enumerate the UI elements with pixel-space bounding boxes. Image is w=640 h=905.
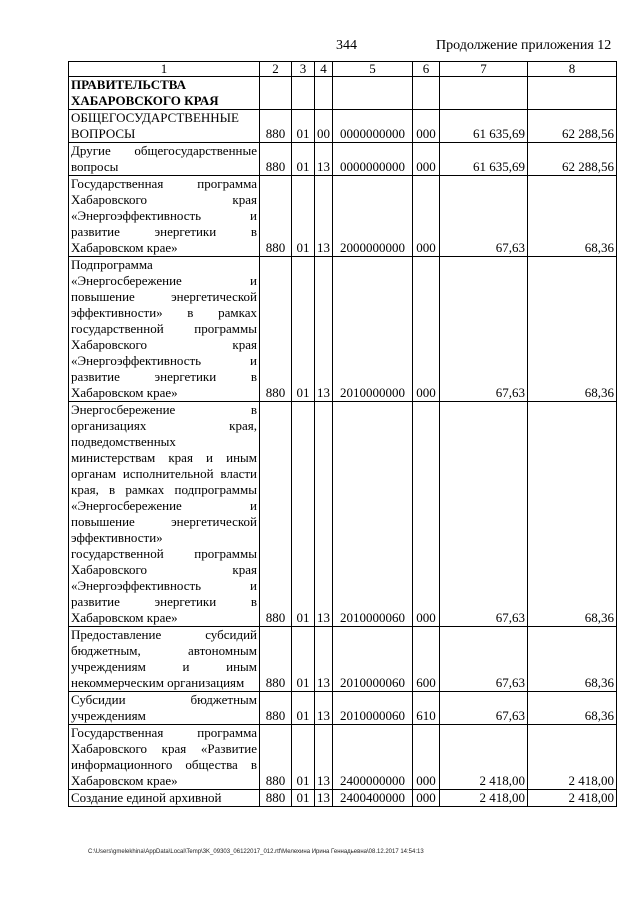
cell-col-7: 2 418,00 — [440, 790, 528, 807]
cell-col-7: 67,63 — [440, 176, 528, 257]
cell-col-3: 01 — [292, 257, 315, 402]
cell-col-6: 000 — [413, 725, 440, 790]
cell-col-7 — [440, 77, 528, 110]
row-name-cell: Другие общегосударственные вопросы — [69, 143, 260, 176]
column-header: 5 — [333, 62, 413, 77]
cell-col-5 — [333, 77, 413, 110]
row-name-cell: Государственная программа Хабаровского края «Развитие информационного общества в Хабаровском крае» — [69, 725, 260, 790]
row-name-cell: Субсидии бюджетным учреждениям — [69, 692, 260, 725]
cell-col-4: 13 — [315, 725, 333, 790]
column-header: 7 — [440, 62, 528, 77]
row-name-cell: ОБЩЕГОСУДАРСТВЕННЫЕ ВОПРОСЫ — [69, 110, 260, 143]
cell-col-6: 000 — [413, 143, 440, 176]
cell-col-2: 880 — [260, 692, 292, 725]
cell-col-7: 2 418,00 — [440, 725, 528, 790]
cell-col-3 — [292, 77, 315, 110]
cell-col-7: 67,63 — [440, 692, 528, 725]
cell-col-6: 000 — [413, 110, 440, 143]
cell-col-8: 68,36 — [528, 257, 617, 402]
cell-col-3: 01 — [292, 176, 315, 257]
cell-col-6: 600 — [413, 627, 440, 692]
column-header: 1 — [69, 62, 260, 77]
cell-col-4 — [315, 77, 333, 110]
row-name-cell: Энергосбережение в организациях края, подведомственных министерствам края и иным органам исполнительной власти края, в рамках подпрограммы «Энергосбережение и повышение энергетической эффективности» государственной программы Хабаровского края «Энергоэффективность и развитие энергетики в Хабаровском крае» — [69, 402, 260, 627]
cell-col-8: 68,36 — [528, 627, 617, 692]
table-row — [69, 176, 617, 257]
cell-col-3: 01 — [292, 110, 315, 143]
cell-col-4: 13 — [315, 176, 333, 257]
cell-col-3: 01 — [292, 790, 315, 807]
cell-col-6: 610 — [413, 692, 440, 725]
cell-col-5: 2010000060 — [333, 692, 413, 725]
table-row — [69, 110, 617, 143]
cell-col-2: 880 — [260, 402, 292, 627]
cell-col-6: 000 — [413, 176, 440, 257]
cell-col-5: 2000000000 — [333, 176, 413, 257]
file-path-footer: C:\Users\gmelekhina\AppData\Local\Temp\3K_09303_06122017_012.rtf\Мелехина Ирина Геннадьевна\08.12.2017 14:54:13 — [88, 849, 424, 855]
column-header: 6 — [413, 62, 440, 77]
cell-col-2: 880 — [260, 627, 292, 692]
cell-col-3: 01 — [292, 402, 315, 627]
table-row — [69, 77, 617, 110]
cell-col-8: 2 418,00 — [528, 725, 617, 790]
row-name-cell: Создание единой архивной — [69, 790, 260, 807]
cell-col-6: 000 — [413, 257, 440, 402]
table-row — [69, 790, 617, 807]
cell-col-5: 2010000000 — [333, 257, 413, 402]
budget-table — [68, 61, 617, 807]
table-row — [69, 257, 617, 402]
cell-col-2: 880 — [260, 143, 292, 176]
cell-col-7: 67,63 — [440, 257, 528, 402]
row-name-cell: Подпрограмма «Энергосбережение и повышение энергетической эффективности» в рамках государственной программы Хабаровского края «Энергоэффективность и развитие энергетики в Хабаровском крае» — [69, 257, 260, 402]
cell-col-8: 62 288,56 — [528, 110, 617, 143]
cell-col-8: 68,36 — [528, 692, 617, 725]
table-row — [69, 725, 617, 790]
table-row — [69, 402, 617, 627]
cell-col-3: 01 — [292, 627, 315, 692]
cell-col-7: 67,63 — [440, 402, 528, 627]
cell-col-3: 01 — [292, 725, 315, 790]
cell-col-6 — [413, 77, 440, 110]
table-row — [69, 627, 617, 692]
table-row — [69, 692, 617, 725]
cell-col-5: 2010000060 — [333, 627, 413, 692]
column-header: 4 — [315, 62, 333, 77]
row-name-cell: ПРАВИТЕЛЬСТВА ХАБАРОВСКОГО КРАЯ — [69, 77, 260, 110]
cell-col-6: 000 — [413, 790, 440, 807]
cell-col-4: 13 — [315, 790, 333, 807]
cell-col-7: 67,63 — [440, 627, 528, 692]
cell-col-2: 880 — [260, 110, 292, 143]
cell-col-2 — [260, 77, 292, 110]
column-header: 2 — [260, 62, 292, 77]
cell-col-5: 0000000000 — [333, 110, 413, 143]
cell-col-5: 2400400000 — [333, 790, 413, 807]
cell-col-2: 880 — [260, 257, 292, 402]
cell-col-2: 880 — [260, 790, 292, 807]
cell-col-4: 00 — [315, 110, 333, 143]
table-row — [69, 143, 617, 176]
cell-col-8: 2 418,00 — [528, 790, 617, 807]
row-name-cell: Государственная программа Хабаровского края «Энергоэффективность и развитие энергетики в Хабаровском крае» — [69, 176, 260, 257]
column-header: 3 — [292, 62, 315, 77]
cell-col-7: 61 635,69 — [440, 110, 528, 143]
cell-col-6: 000 — [413, 402, 440, 627]
cell-col-5: 2400000000 — [333, 725, 413, 790]
cell-col-8 — [528, 77, 617, 110]
cell-col-2: 880 — [260, 176, 292, 257]
cell-col-5: 2010000060 — [333, 402, 413, 627]
cell-col-4: 13 — [315, 627, 333, 692]
cell-col-3: 01 — [292, 692, 315, 725]
cell-col-8: 62 288,56 — [528, 143, 617, 176]
cell-col-2: 880 — [260, 725, 292, 790]
cell-col-4: 13 — [315, 257, 333, 402]
row-name-cell: Предоставление субсидий бюджетным, автономным учреждениям и иным некоммерческим организациям — [69, 627, 260, 692]
cell-col-5: 0000000000 — [333, 143, 413, 176]
cell-col-4: 13 — [315, 692, 333, 725]
cell-col-8: 68,36 — [528, 176, 617, 257]
cell-col-3: 01 — [292, 143, 315, 176]
cell-col-8: 68,36 — [528, 402, 617, 627]
cell-col-4: 13 — [315, 402, 333, 627]
continuation-label: Продолжение приложения 12 — [436, 38, 612, 53]
column-number-row — [69, 62, 617, 77]
column-header: 8 — [528, 62, 617, 77]
page-number: 344 — [336, 38, 357, 53]
cell-col-7: 61 635,69 — [440, 143, 528, 176]
cell-col-4: 13 — [315, 143, 333, 176]
